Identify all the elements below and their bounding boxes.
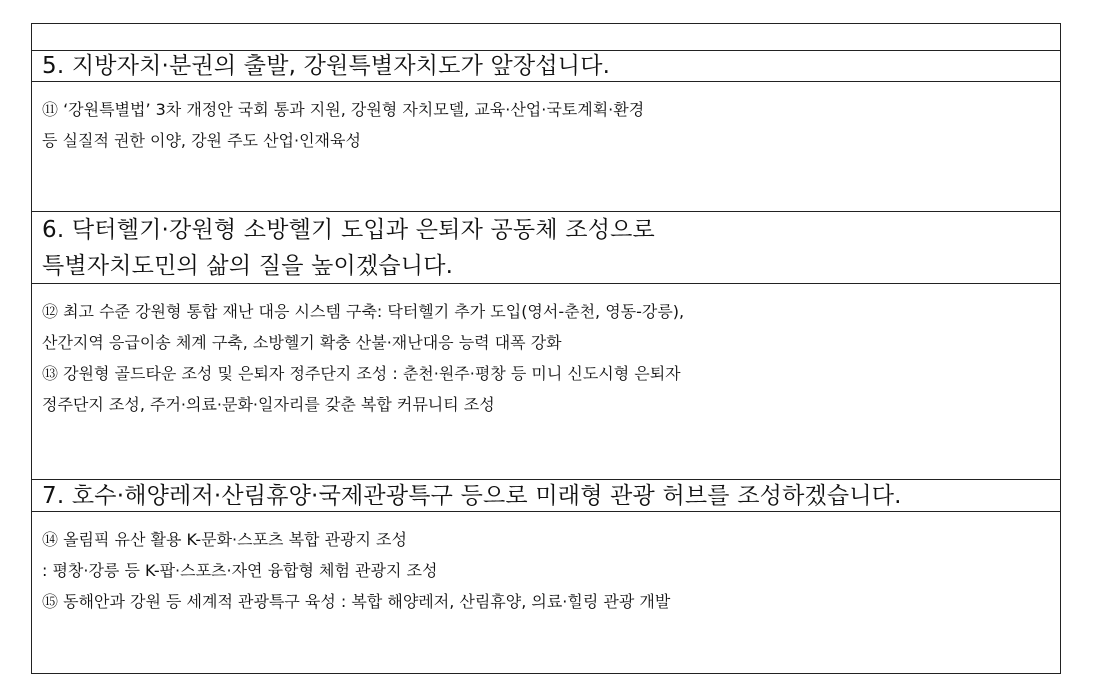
body-line: 정주단지 조성, 주거·의료·문화·일자리를 갖춘 복합 커뮤니티 조성 — [42, 395, 495, 414]
body-line: ⑫ 최고 수준 강원형 통합 재난 대응 시스템 구축: 닥터헬기 추가 도입(영서-춘천, 영동-강릉), — [42, 302, 685, 321]
body-line: 등 실질적 권한 이양, 강원 주도 산업·인재육성 — [42, 131, 361, 150]
body-line: ⑬ 강원형 골드타운 조성 및 은퇴자 정주단지 조성 : 춘천·원주·평창 등 미니 신도시형 은퇴자 — [42, 364, 681, 383]
pledge-table — [31, 23, 1061, 674]
body-line: ⑮ 동해안과 강원 등 세계적 관광특구 육성 : 복합 해양레저, 산림휴양, 의료·힐링 관광 개발 — [42, 592, 671, 611]
section-7-heading — [32, 479, 1060, 511]
table-blank-row — [32, 24, 1060, 50]
heading-line: 특별자치도민의 삶의 질을 높이겠습니다. — [42, 253, 454, 279]
body-line: ⑭ 올림픽 유산 활용 K-문화·스포츠 복합 관광지 조성 — [42, 530, 407, 549]
heading-line: 5. 지방자치·분권의 출발, 강원특별자치도가 앞장섭니다. — [42, 53, 611, 79]
section-5-heading — [32, 50, 1060, 81]
section-5-body — [32, 81, 1060, 211]
body-line: : 평창·강릉 등 K-팝·스포츠·자연 융합형 체험 관광지 조성 — [42, 561, 438, 580]
section-6-heading — [32, 211, 1060, 283]
body-line: ⑪ ‘강원특별법’ 3차 개정안 국회 통과 지원, 강원형 자치모델, 교육·산업·국토계획·환경 — [42, 100, 645, 119]
heading-line: 7. 호수·해양레저·산림휴양·국제관광특구 등으로 미래형 관광 허브를 조성하겠습니다. — [42, 483, 902, 509]
section-6-body — [32, 283, 1060, 479]
heading-line: 6. 닥터헬기·강원형 소방헬기 도입과 은퇴자 공동체 조성으로 — [42, 217, 655, 243]
section-7-body — [32, 511, 1060, 673]
body-line: 산간지역 응급이송 체계 구축, 소방헬기 확충 산불·재난대응 능력 대폭 강화 — [42, 333, 562, 352]
